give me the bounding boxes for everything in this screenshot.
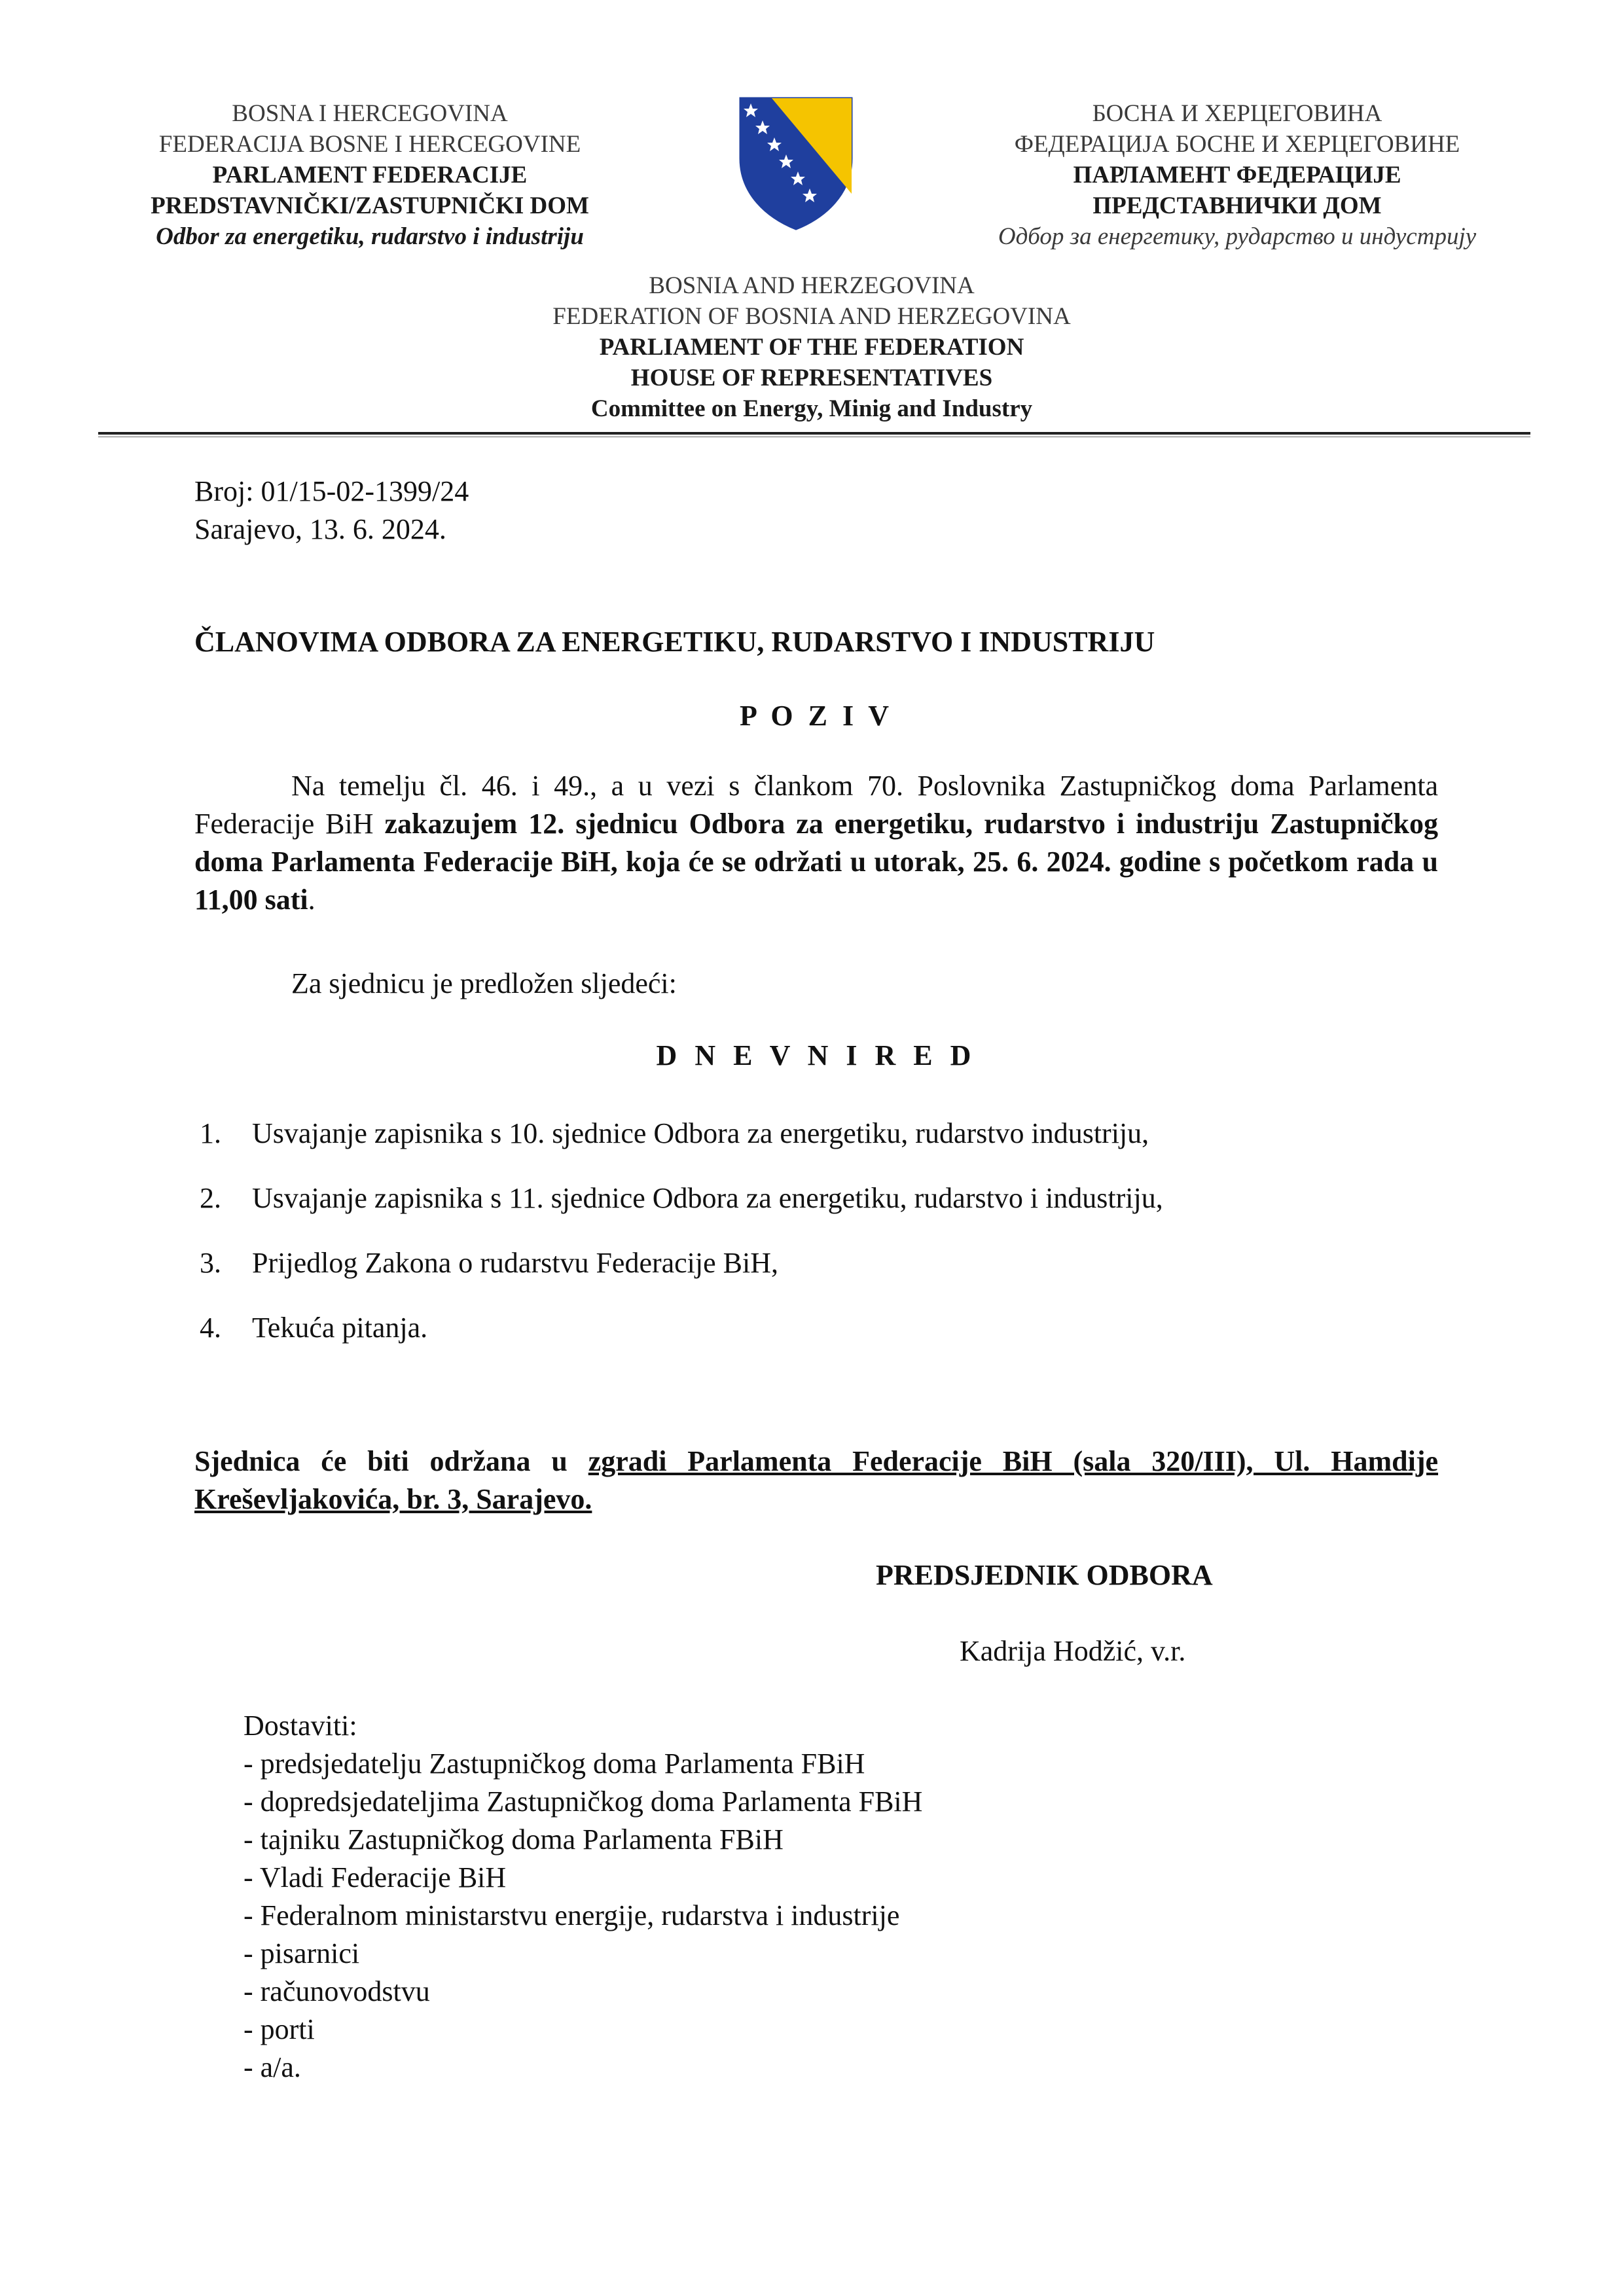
intro-end: . [308, 884, 316, 916]
agenda-item-text: Tekuća pitanja. [252, 1312, 428, 1344]
distribution-item: - predsjedatelju Zastupničkog doma Parlamenta FBiH [244, 1748, 865, 1780]
agenda-list [194, 1115, 1438, 1374]
bih-coat-of-arms-icon [738, 96, 854, 232]
agenda-item [194, 1179, 1438, 1217]
reference-block [194, 473, 469, 548]
distribution-item: - pisarnici [244, 1937, 360, 1969]
header-left-country: BOSNA I HERCEGOVINA [232, 100, 508, 127]
distribution-item: - porti [244, 2013, 315, 2045]
header-left-block [98, 98, 641, 252]
header-center-federation: FEDERATION OF BOSNIA AND HERZEGOVINA [552, 303, 1071, 330]
agenda-item [194, 1115, 1438, 1153]
agenda-item-text: Usvajanje zapisnika s 10. sjednice Odbora za energetiku, rudarstvo industriju, [252, 1117, 1149, 1149]
header-right-country: БОСНА И ХЕРЦЕГОВИНА [1092, 100, 1382, 127]
intro-bold-text: zakazujem 12. sjednicu Odbora za energetiku, rudarstvo i industriju Zastupničkog doma Parlamenta Federacije BiH, koja će se održati u utorak, 25. 6. 2024. godine s početkom rada u 11,00 sati [194, 808, 1438, 916]
location-address: zgradi Parlamenta Federacije BiH (sala 320/III), Ul. Hamdije Kreševljakovića, br. 3, Sarajevo. [194, 1445, 1439, 1515]
header-center-block [419, 270, 1204, 424]
distribution-list [244, 1745, 922, 2087]
agenda-item-text: Usvajanje zapisnika s 11. sjednice Odbora za energetiku, rudarstvo i industriju, [252, 1182, 1163, 1214]
agenda-title: D N E V N I R E D [656, 1039, 977, 1071]
agenda-item [194, 1309, 1438, 1347]
header-center-country: BOSNIA AND HERZEGOVINA [649, 272, 975, 299]
distribution-item: - dopredsjedateljima Zastupničkog doma Parlamenta FBiH [244, 1785, 923, 1818]
agenda-item-number: 2. [200, 1182, 221, 1214]
intro-paragraph [194, 767, 1438, 919]
session-location [194, 1443, 1438, 1518]
agenda-item-number: 3. [200, 1247, 221, 1279]
location-prefix: Sjednica će biti održana u [194, 1445, 588, 1477]
agenda-item-number: 1. [200, 1117, 221, 1149]
agenda-item-text: Prijedlog Zakona o rudarstvu Federacije BiH, [252, 1247, 779, 1279]
agenda-item [194, 1244, 1438, 1282]
distribution-item: - računovodstvu [244, 1975, 430, 2007]
proposed-line: Za sjednicu je predložen sljedeći: [291, 967, 677, 999]
distribution-item: - Vladi Federacije BiH [244, 1861, 507, 1893]
header-center-house: HOUSE OF REPRESENTATIVES [630, 365, 993, 391]
signature-title: PREDSJEDNIK ODBORA [876, 1559, 1213, 1591]
intro-plain-text: Na temelju čl. 46. i 49., a u vezi s člankom 70. Poslovnika Zastupničkog doma Parlamenta Federacije BiH [194, 770, 1438, 840]
distribution-item: - Federalnom ministarstvu energije, rudarstva i industrije [244, 1899, 900, 1931]
reference-place-date: Sarajevo, 13. 6. 2024. [194, 513, 446, 545]
agenda-item-number: 4. [200, 1312, 221, 1344]
distribution-item: - a/a. [244, 2051, 301, 2083]
distribution-heading: Dostaviti: [244, 1710, 357, 1742]
header-left-committee: Odbor za energetiku, rudarstvo i industriju [156, 223, 584, 250]
header-right-federation: ФЕДЕРАЦИЈА БОСНЕ И ХЕРЦЕГОВИНЕ [1014, 131, 1460, 158]
header-right-parliament: ПАРЛАМЕНТ ФЕДЕРАЦИЈЕ [1073, 162, 1401, 188]
header-center-parliament: PARLIAMENT OF THE FEDERATION [599, 334, 1024, 361]
header-right-house: ПРЕДСТАВНИЧКИ ДОМ [1092, 192, 1382, 219]
signature-name: Kadrija Hodžić, v.r. [960, 1635, 1186, 1667]
header-left-federation: FEDERACIJA BOSNE I HERCEGOVINE [158, 131, 581, 158]
document-title: P O Z I V [739, 700, 893, 732]
header-divider [98, 432, 1530, 435]
reference-number: Broj: 01/15-02-1399/24 [194, 475, 469, 507]
header-right-block [929, 98, 1545, 252]
distribution-item: - tajniku Zastupničkog doma Parlamenta FBiH [244, 1823, 784, 1856]
recipients-heading: ČLANOVIMA ODBORA ZA ENERGETIKU, RUDARSTVO I INDUSTRIJU [194, 626, 1155, 658]
header-right-committee: Одбор за енергетику, рударство и индустрију [998, 223, 1477, 250]
header-left-parliament: PARLAMENT FEDERACIJE [212, 162, 528, 188]
header-left-house: PREDSTAVNIČKI/ZASTUPNIČKI DOM [151, 192, 589, 219]
header-center-committee: Committee on Energy, Minig and Industry [590, 395, 1033, 422]
